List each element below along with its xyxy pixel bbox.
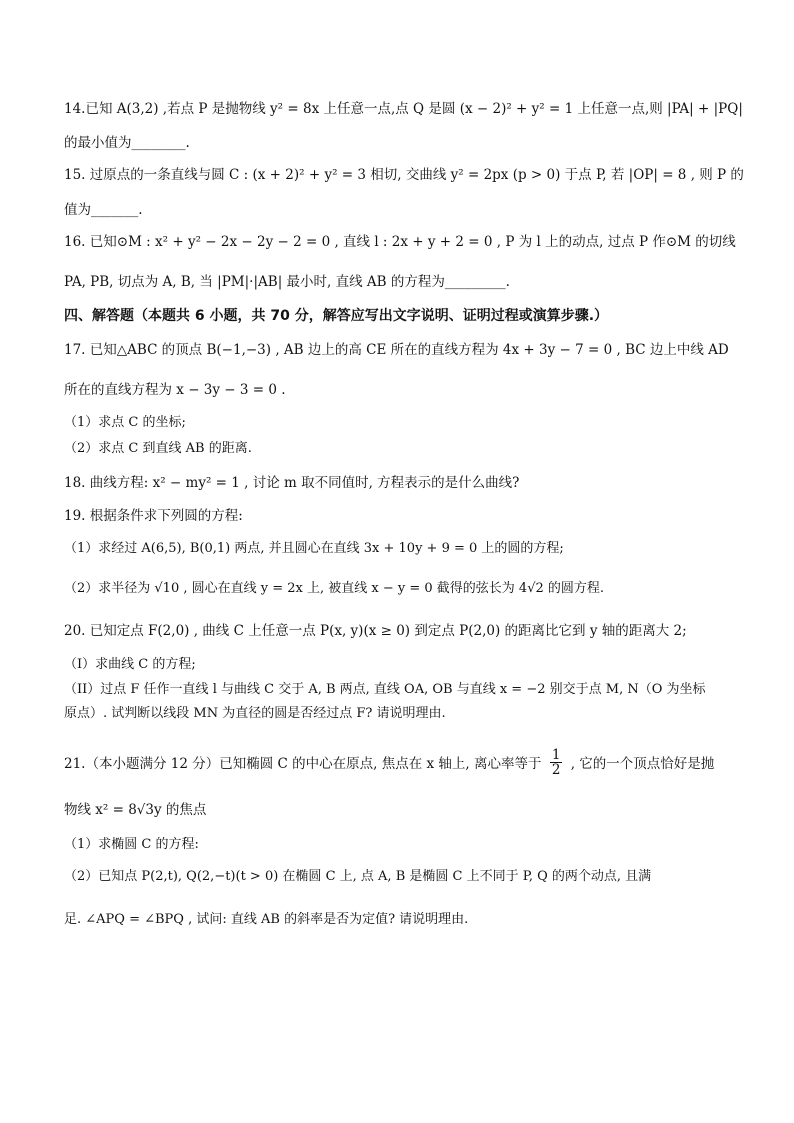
q16-line2: PA, PB, 切点为 A, B, 当 |PM|·|AB| 最小时, 直线 AB 的方程为_________. xyxy=(64,274,510,290)
q17-part1: （1）求点 C 的坐标; xyxy=(64,415,186,430)
q20-part2b: 原点）. 试判断以线段 MN 为直径的圆是否经过点 F? 请说明理由. xyxy=(64,706,446,721)
q21-line1 xyxy=(64,747,734,779)
q14-line2: 的最小值为________. xyxy=(64,135,190,151)
q17-part2: （2）求点 C 到直线 AB 的距离. xyxy=(64,441,252,456)
q20-line1: 20. 已知定点 F(2,0) , 曲线 C 上任意一点 P(x, y)(x ≥ 0) 到定点 P(2,0) 的距离比它到 y 轴的距离大 2; xyxy=(64,623,687,639)
q21-fraction xyxy=(550,748,563,777)
q21-part2b: 足. ∠APQ = ∠BPQ , 试问: 直线 AB 的斜率是否为定值? 请说明理由. xyxy=(64,912,469,927)
q15-line1: 15. 过原点的一条直线与圆 C : (x + 2)² + y² = 3 相切, 交曲线 y² = 2px (p > 0) 于点 P, 若 |OP| = 8 , 则 P 的 xyxy=(64,167,744,183)
q17-line1: 17. 已知△ABC 的顶点 B(−1,−3) , AB 边上的高 CE 所在的直线方程为 4x + 3y − 7 = 0 , BC 边上中线 AD xyxy=(64,342,729,358)
q21-part1: （1）求椭圆 C 的方程: xyxy=(64,837,199,852)
q21-line1-end: , 它的一个顶点恰好是抛 xyxy=(570,756,715,772)
q21-line1-start: 21.（本小题满分 12 分）已知椭圆 C 的中心在原点, 焦点在 x 轴上, 离心率等于 xyxy=(64,756,542,772)
q21-fraction-denominator: 2 xyxy=(551,762,561,778)
q19-part2: （2）求半径为 √10 , 圆心在直线 y = 2x 上, 被直线 x − y = 0 截得的弦长为 4√2 的圆方程. xyxy=(64,581,605,596)
q19-part1: （1）求经过 A(6,5), B(0,1) 两点, 并且圆心在直线 3x + 10y + 9 = 0 上的圆的方程; xyxy=(64,541,564,556)
q18-line1: 18. 曲线方程: x² − my² = 1 , 讨论 m 取不同值时, 方程表示的是什么曲线? xyxy=(64,475,520,491)
q17-line2: 所在的直线方程为 x − 3y − 3 = 0 . xyxy=(64,382,286,398)
q21-line2: 物线 x² = 8√3y 的焦点 xyxy=(64,802,207,818)
q21-fraction-numerator: 1 xyxy=(551,747,561,763)
q19-line1: 19. 根据条件求下列圆的方程: xyxy=(64,508,243,524)
q20-part2a: （II）过点 F 任作一直线 l 与曲线 C 交于 A, B 两点, 直线 OA, OB 与直线 x = −2 别交于点 M, N（O 为坐标 xyxy=(64,682,706,697)
q16-line1: 16. 已知⊙M : x² + y² − 2x − 2y − 2 = 0 , 直线 l : 2x + y + 2 = 0 , P 为 l 上的动点, 过点 P 作⊙M 的切线 xyxy=(64,234,736,250)
section-heading: 四、解答题（本题共 6 小题，共 70 分，解答应写出文字说明、证明过程或演算步骤.） xyxy=(64,308,609,324)
q20-part1: （I）求曲线 C 的方程; xyxy=(64,657,196,672)
q14-line1: 14.已知 A(3,2) ,若点 P 是抛物线 y² = 8x 上任意一点,点 Q 是圆 (x − 2)² + y² = 1 上任意一点,则 |PA| + |PQ| xyxy=(64,101,743,117)
q21-part2a: （2）已知点 P(2,t), Q(2,−t)(t > 0) 在椭圆 C 上, 点 A, B 是椭圆 C 上不同于 P, Q 的两个动点, 且满 xyxy=(64,869,652,884)
q15-line2: 值为_______. xyxy=(64,202,143,218)
